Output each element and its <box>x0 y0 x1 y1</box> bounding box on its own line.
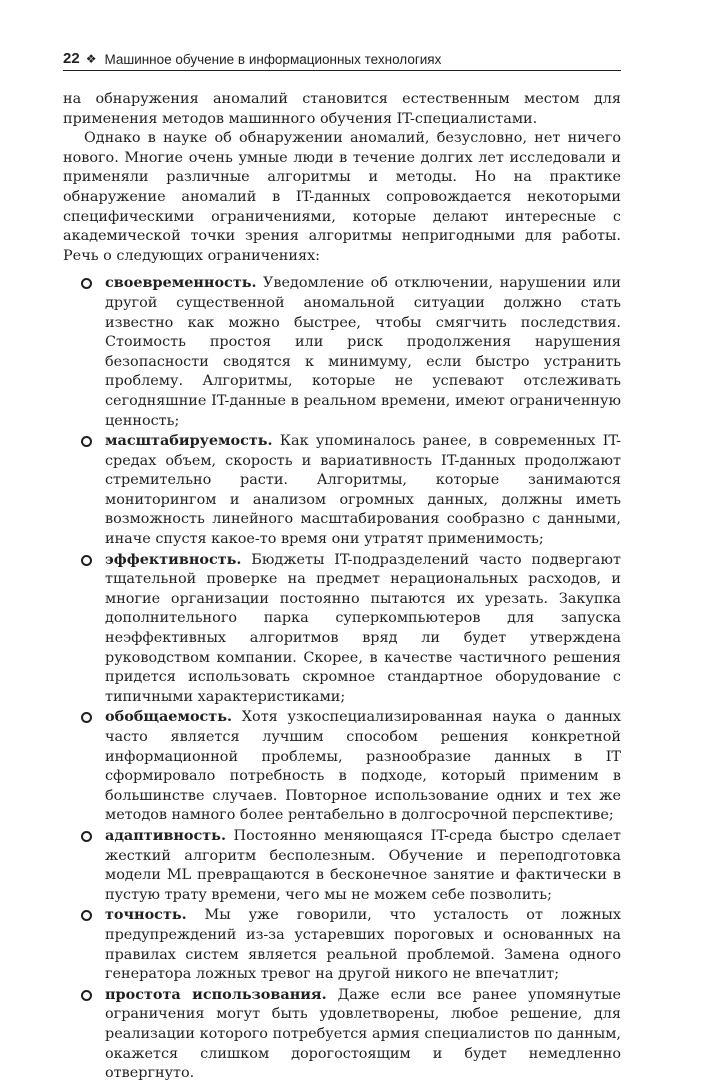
page-number: 22 <box>63 50 80 67</box>
circle-bullet-icon <box>81 278 92 289</box>
list-item <box>63 707 621 826</box>
circle-bullet-icon <box>81 910 92 921</box>
paragraph-intro: Однако в науке об обнаружении аномалий, безусловно, нет ничего нового. Многие очень умные люди в течение долгих лет исследовали и применяли различные алгоритмы и методы. Но на практике обнаружение аномалий в IT-данных сопровождается некоторыми специфическими ограничениями, которые делают интересные с академической точки зрения алгоритмы непригодными для работы. Речь о следующих ограничениях: <box>63 130 621 264</box>
constraint-text: Даже если все ранее упомянутые ограничения могут быть удовлетворены, любое решение, для реализации которого потребуется армия специалистов по данным, окажется слишком дорогостоящим и будет немедленно отвергнуто. <box>105 986 621 1082</box>
constraint-term: простота использования. <box>105 985 327 1003</box>
list-item <box>63 826 621 905</box>
circle-bullet-icon <box>81 555 92 566</box>
constraint-text: Как упоминалось ранее, в современных IT-средах объем, скорость и вариативность IT-данных продолжают стремительно расти. Алгоритмы, которые занимаются мониторингом и анализом огромных данных, должны иметь возможность линейного масштабирования сообразно с данными, иначе спустя какое-то время они утратят применимость; <box>105 433 621 548</box>
list-item <box>63 431 621 550</box>
circle-bullet-icon <box>81 990 92 1001</box>
constraint-term: масштабируемость. <box>105 432 273 450</box>
constraint-term: адаптивность. <box>105 826 226 844</box>
list-item <box>63 905 621 984</box>
constraint-term: своевременность. <box>105 274 257 292</box>
constraint-text: Хотя узкоспециализированная наука о данных часто является лучшим способом решения конкретной информационной проблемы, разнообразие данных в IT сформировало потребность в подходе, который применим в большинстве случаев. Повторное использование одних и тех же методов намного более рентабельно в долгосрочной перспективе; <box>105 709 621 824</box>
running-header <box>63 49 621 71</box>
constraint-text: Уведомление об отключении, нарушении или другой существенной аномальной ситуации должно стать известно как можно быстрее, чтобы смягчить последствия. Стоимость простоя или риск продолжения нарушения безопасности сводятся к минимуму, если быстро устранить проблему. Алгоритмы, которые не успевают отслеживать сегодняшние IT-данные в реальном времени, имеют ограниченную ценность; <box>105 275 621 429</box>
constraints-list <box>63 273 621 1083</box>
constraint-term: точность. <box>105 906 187 924</box>
constraint-text: Мы уже говорили, что усталость от ложных предупреждений из-за устаревших пороговых и основанных на правилах систем является реальной проблемой. Замена одного генератора ложных тревог на другой никого не впечатлит; <box>105 907 621 983</box>
page-body <box>63 90 621 1084</box>
constraint-term: обобщаемость. <box>105 708 233 726</box>
chapter-title: Машинное обучение в информационных технологиях <box>104 52 442 67</box>
constraint-text: Бюджеты IT-подразделений часто подвергают тщательной проверке на предмет нерациональных расходов, и многие организации постоянно пытаются их урезать. Закупка дополнительного парка суперкомпьютеров для запуска неэффективных алгоритмов вряд ли будет утверждена руководством компании. Скорее, в качестве частичного решения придется использовать скромное стандартное оборудование с типичными характеристиками; <box>105 551 621 705</box>
circle-bullet-icon <box>81 436 92 447</box>
diamond-separator-icon: ❖ <box>85 52 97 66</box>
list-item <box>63 550 621 708</box>
paragraph-continuation: на обнаружения аномалий становится естественным местом для применения методов машинного обучения IT-специалистами. <box>63 91 621 127</box>
constraint-text: Постоянно меняющаяся IT-среда быстро сделает жесткий алгоритм бесполезным. Обучение и переподготовка модели ML превращаются в бесконечное занятие и фактически в пустую трату времени, чего мы не можем себе позволить; <box>105 827 621 903</box>
circle-bullet-icon <box>81 712 92 723</box>
list-item <box>63 273 621 431</box>
circle-bullet-icon <box>81 831 92 842</box>
constraint-term: эффективность. <box>105 550 242 568</box>
